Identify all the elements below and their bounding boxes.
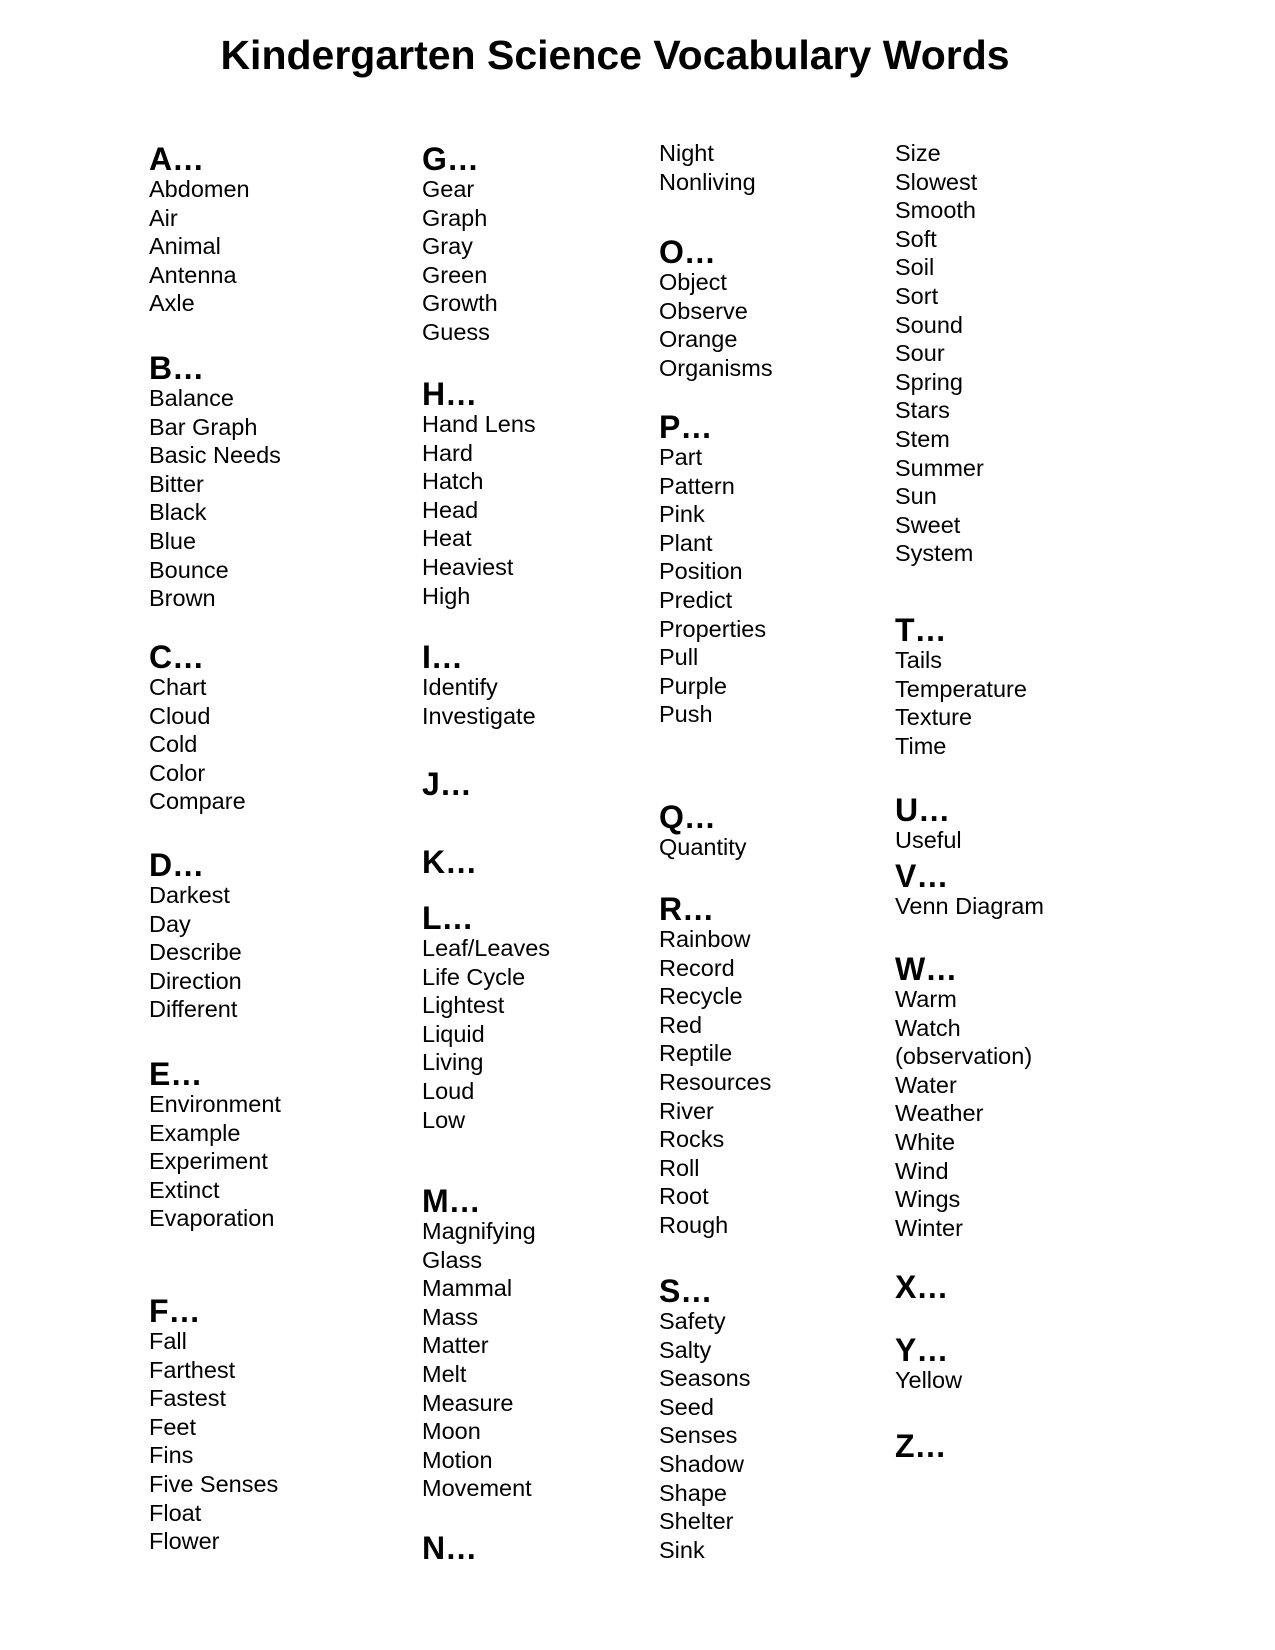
vocab-word: Reptile bbox=[659, 1040, 733, 1067]
vocab-word: Investigate bbox=[422, 702, 536, 729]
letter-heading: B… bbox=[149, 350, 205, 386]
letter-heading: U… bbox=[895, 792, 951, 828]
vocab-word: Sort bbox=[895, 283, 939, 309]
vocab-word: Extinct bbox=[149, 1176, 220, 1203]
vocab-word: Bar Graph bbox=[149, 413, 258, 440]
vocab-word: Abdomen bbox=[149, 176, 250, 202]
vocab-word: Compare bbox=[149, 788, 246, 815]
vocab-word: Slowest bbox=[895, 168, 978, 195]
vocab-word: Rocks bbox=[659, 1126, 725, 1153]
letter-heading: P… bbox=[659, 409, 713, 445]
letter-heading: J… bbox=[422, 766, 472, 802]
letter-heading: N… bbox=[422, 1530, 478, 1566]
vocab-word: Predict bbox=[659, 587, 733, 613]
vocab-word: Properties bbox=[659, 615, 767, 642]
vocab-word: Stem bbox=[895, 426, 950, 452]
vocab-word: Smooth bbox=[895, 197, 976, 224]
vocab-word: Darkest bbox=[149, 882, 230, 908]
vocab-word: Fall bbox=[149, 1328, 187, 1354]
vocab-word: Plant bbox=[659, 529, 713, 556]
vocab-word: Sour bbox=[895, 340, 945, 367]
vocab-word: Night bbox=[659, 140, 714, 166]
vocab-word: Magnifying bbox=[422, 1218, 536, 1244]
vocab-word: Graph bbox=[422, 204, 488, 231]
vocab-word: Chart bbox=[149, 674, 207, 700]
vocab-word: Leaf/Leaves bbox=[422, 935, 551, 961]
vocab-word: Wind bbox=[895, 1157, 949, 1184]
vocab-word: Sink bbox=[659, 1536, 705, 1563]
vocab-word: Blue bbox=[149, 528, 197, 554]
vocab-word: Mammal bbox=[422, 1275, 513, 1302]
vocab-word: Time bbox=[895, 732, 947, 759]
vocab-word: Water bbox=[895, 1071, 957, 1098]
vocab-word: Antenna bbox=[149, 261, 237, 288]
vocab-word: Record bbox=[659, 954, 735, 981]
letter-heading: O… bbox=[659, 234, 716, 270]
vocab-word: Part bbox=[659, 444, 703, 470]
vocab-word: Guess bbox=[422, 319, 490, 345]
vocab-word: Pink bbox=[659, 501, 705, 528]
vocab-word: Hard bbox=[422, 439, 473, 466]
vocab-word: Cloud bbox=[149, 702, 211, 729]
vocab-word: Identify bbox=[422, 674, 498, 700]
vocab-word: Matter bbox=[422, 1332, 489, 1359]
letter-heading: E… bbox=[149, 1056, 203, 1092]
vocab-word: Flower bbox=[149, 1528, 220, 1555]
vocab-word: Roll bbox=[659, 1154, 700, 1181]
vocab-word: Root bbox=[659, 1183, 709, 1210]
page-title: Kindergarten Science Vocabulary Words bbox=[220, 32, 1010, 78]
letter-heading: H… bbox=[422, 376, 478, 412]
vocab-word: Feet bbox=[149, 1413, 197, 1440]
vocab-word: Liquid bbox=[422, 1020, 485, 1047]
vocab-word: Red bbox=[659, 1011, 703, 1038]
vocab-word: Rough bbox=[659, 1212, 729, 1238]
vocab-word: Motion bbox=[422, 1446, 493, 1473]
vocab-word: Sun bbox=[895, 483, 937, 510]
letter-heading: V… bbox=[895, 858, 949, 894]
vocab-word: Seasons bbox=[659, 1365, 751, 1392]
vocab-word: High bbox=[422, 582, 471, 609]
vocab-word: Basic Needs bbox=[149, 442, 281, 469]
vocab-word: Warm bbox=[895, 986, 957, 1012]
vocab-word: Brown bbox=[149, 585, 216, 612]
vocab-word: (observation) bbox=[895, 1043, 1033, 1070]
vocab-word: Soft bbox=[895, 225, 937, 252]
vocab-word: Color bbox=[149, 759, 206, 786]
vocab-word: Sound bbox=[895, 311, 963, 338]
letter-heading: K… bbox=[422, 844, 478, 880]
vocab-word: Watch bbox=[895, 1014, 961, 1041]
vocab-word: Balance bbox=[149, 385, 234, 411]
vocab-word: Farthest bbox=[149, 1356, 236, 1383]
vocab-word: Winter bbox=[895, 1214, 963, 1241]
letter-heading: D… bbox=[149, 847, 205, 883]
letter-heading: T… bbox=[895, 612, 947, 648]
vocab-word: Rainbow bbox=[659, 926, 751, 952]
vocab-word: Growth bbox=[422, 290, 498, 317]
vocab-word: Nonliving bbox=[659, 168, 756, 195]
vocab-word: Green bbox=[422, 261, 488, 288]
vocab-word: Day bbox=[149, 910, 191, 937]
vocab-word: Push bbox=[659, 701, 713, 728]
vocab-word: Safety bbox=[659, 1308, 726, 1334]
vocab-word: Describe bbox=[149, 939, 242, 966]
vocab-word: Experiment bbox=[149, 1148, 268, 1175]
vocab-word: Observe bbox=[659, 297, 748, 324]
vocab-word: Measure bbox=[422, 1389, 514, 1416]
letter-heading: W… bbox=[895, 951, 958, 987]
letter-heading: Z… bbox=[895, 1428, 947, 1464]
vocab-word: Spring bbox=[895, 368, 963, 395]
letter-heading: S… bbox=[659, 1273, 713, 1309]
vocab-word: Object bbox=[659, 269, 727, 295]
vocab-word: Evaporation bbox=[149, 1205, 275, 1232]
vocab-word: Purple bbox=[659, 672, 727, 699]
vocab-word: Hatch bbox=[422, 468, 484, 495]
vocab-word: Black bbox=[149, 499, 207, 526]
vocab-word: Float bbox=[149, 1499, 202, 1526]
vocab-word: Organisms bbox=[659, 354, 773, 381]
vocab-word: Gray bbox=[422, 233, 473, 260]
vocab-word: Fastest bbox=[149, 1385, 227, 1412]
vocab-word: White bbox=[895, 1129, 956, 1155]
vocab-word: Orange bbox=[659, 326, 738, 353]
vocab-word: Fins bbox=[149, 1442, 194, 1469]
vocab-word: Heaviest bbox=[422, 554, 514, 580]
vocab-word: Yellow bbox=[895, 1367, 963, 1393]
vocab-word: Environment bbox=[149, 1091, 281, 1117]
vocab-word: Lightest bbox=[422, 992, 505, 1019]
vocab-word: Bounce bbox=[149, 556, 229, 583]
vocab-word: Different bbox=[149, 996, 238, 1023]
vocab-word: Position bbox=[659, 558, 743, 585]
vocab-word: Direction bbox=[149, 967, 242, 994]
letter-heading: R… bbox=[659, 891, 715, 927]
vocab-word: Sweet bbox=[895, 511, 961, 538]
vocab-word: Texture bbox=[895, 704, 973, 731]
vocab-word: Glass bbox=[422, 1246, 483, 1273]
vocab-word: Hand Lens bbox=[422, 411, 536, 437]
vocab-word: Living bbox=[422, 1049, 484, 1076]
letter-heading: G… bbox=[422, 141, 479, 177]
letter-heading: C… bbox=[149, 639, 205, 675]
vocab-word: Weather bbox=[895, 1100, 984, 1127]
letter-heading: M… bbox=[422, 1183, 481, 1219]
vocab-word: Shadow bbox=[659, 1451, 744, 1477]
vocab-word: Mass bbox=[422, 1303, 479, 1330]
letter-heading: A… bbox=[149, 141, 205, 177]
vocab-word: Quantity bbox=[659, 834, 747, 860]
vocab-word: Temperature bbox=[895, 675, 1027, 702]
vocab-word: Wings bbox=[895, 1186, 961, 1213]
vocab-word: Cold bbox=[149, 731, 198, 758]
vocab-word: System bbox=[895, 540, 974, 567]
vocab-word: Salty bbox=[659, 1336, 712, 1363]
letter-heading: I… bbox=[422, 639, 463, 675]
vocab-word: Moon bbox=[422, 1418, 481, 1445]
vocab-word: Pattern bbox=[659, 472, 735, 499]
vocab-word: Head bbox=[422, 496, 479, 523]
vocab-word: Gear bbox=[422, 176, 475, 202]
vocab-word: Useful bbox=[895, 827, 962, 853]
vocab-word: Loud bbox=[422, 1078, 475, 1104]
vocab-word: Five Senses bbox=[149, 1471, 279, 1497]
vocab-word: Animal bbox=[149, 233, 221, 260]
letter-heading: Q… bbox=[659, 799, 716, 835]
vocab-word: Air bbox=[149, 204, 178, 231]
vocab-word: Bitter bbox=[149, 470, 204, 497]
vocab-word: Movement bbox=[422, 1475, 532, 1502]
vocab-word: Life Cycle bbox=[422, 963, 526, 990]
vocab-word: Stars bbox=[895, 397, 950, 424]
vocab-word: Axle bbox=[149, 290, 195, 317]
vocab-word: Shape bbox=[659, 1479, 727, 1506]
vocab-word: Shelter bbox=[659, 1508, 734, 1535]
letter-heading: F… bbox=[149, 1293, 201, 1329]
letter-heading: L… bbox=[422, 900, 474, 936]
vocab-word: Venn Diagram bbox=[895, 893, 1044, 919]
vocab-word: Resources bbox=[659, 1069, 772, 1095]
vocab-word: Senses bbox=[659, 1422, 738, 1449]
vocab-word: Seed bbox=[659, 1393, 714, 1420]
vocab-word: Example bbox=[149, 1119, 241, 1146]
vocab-word: Recycle bbox=[659, 983, 743, 1010]
letter-heading: Y… bbox=[895, 1332, 949, 1368]
vocab-word: Pull bbox=[659, 644, 699, 671]
vocab-word: Size bbox=[895, 140, 941, 166]
vocab-word: Melt bbox=[422, 1361, 467, 1387]
vocab-word: Summer bbox=[895, 454, 984, 481]
vocab-word: Tails bbox=[895, 647, 943, 673]
letter-heading: X… bbox=[895, 1269, 949, 1305]
vocab-word: Soil bbox=[895, 254, 935, 281]
vocab-word: Low bbox=[422, 1106, 466, 1133]
vocab-word: Heat bbox=[422, 525, 472, 552]
vocab-word: River bbox=[659, 1097, 714, 1124]
